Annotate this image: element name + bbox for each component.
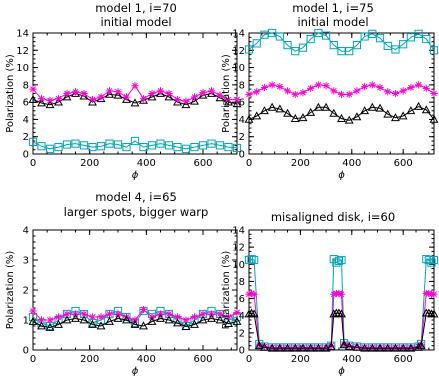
y-tick-label: 2	[238, 328, 245, 340]
data-point-star	[63, 90, 70, 97]
panel-title-line-2: initial model	[297, 15, 369, 29]
data-point-star	[174, 96, 181, 103]
y-axis-label: Polarization (%)	[221, 250, 232, 330]
plot-frame	[33, 230, 237, 350]
x-tick-label: 600	[193, 158, 213, 169]
panel-bottom-right	[221, 210, 438, 377]
data-point-star	[384, 88, 391, 95]
data-point-star	[338, 91, 345, 98]
data-point-star	[80, 90, 87, 97]
data-point-star	[284, 87, 291, 94]
x-tick-label: 200	[80, 354, 100, 365]
data-point-star	[253, 88, 260, 95]
y-tick-label: 12	[16, 45, 29, 57]
data-point-star	[430, 90, 437, 97]
data-point-star	[97, 93, 104, 100]
data-point-star	[361, 83, 368, 90]
data-point-star	[72, 88, 79, 95]
x-tick-label: 600	[393, 158, 413, 169]
x-tick-label: 400	[136, 354, 156, 365]
data-point-star	[315, 81, 322, 88]
x-tick-label: 200	[290, 354, 310, 365]
y-tick-label: 8	[22, 80, 29, 92]
y-tick-label: 14	[232, 28, 245, 40]
data-point-star	[199, 89, 206, 96]
panel-title-line-2: larger spots, bigger warp	[63, 205, 209, 219]
x-axis-label: ϕ	[131, 366, 139, 377]
data-point-star	[353, 87, 360, 94]
y-tick-label: 6	[238, 294, 245, 306]
y-tick-label: 4	[238, 114, 245, 126]
panel-title-line-1: model 1, i=75	[292, 1, 374, 15]
y-tick-label: 2	[22, 285, 29, 297]
y-tick-label: 10	[232, 259, 245, 271]
y-tick-label: 3	[22, 255, 29, 267]
y-axis-label: Polarization (%)	[5, 250, 16, 330]
data-point-star	[330, 87, 337, 94]
data-point-star	[269, 81, 276, 88]
x-axis-label: ϕ	[338, 170, 345, 181]
y-tick-label: 10	[16, 63, 29, 75]
data-point-star	[423, 85, 430, 92]
x-tick-label: 400	[342, 158, 362, 169]
series-line	[249, 33, 434, 51]
x-tick-label: 400	[136, 158, 156, 169]
x-axis-label: ϕ	[131, 170, 139, 181]
x-tick-label: 600	[193, 354, 213, 365]
data-point-star	[123, 93, 130, 100]
data-point-star	[400, 87, 407, 94]
panel-top-left	[5, 1, 241, 181]
data-point-star	[191, 313, 198, 320]
y-tick-label: 6	[22, 97, 29, 109]
data-point-star	[55, 313, 62, 320]
y-tick-label: 12	[232, 45, 245, 57]
y-axis-label: Polarization (%)	[5, 54, 16, 133]
series-line	[249, 313, 434, 348]
x-tick-label: 0	[29, 354, 37, 365]
data-point-star	[114, 88, 121, 95]
x-tick-label: 0	[29, 158, 37, 169]
data-point-star	[165, 90, 172, 97]
data-point-star	[38, 95, 45, 102]
data-point-star	[46, 97, 53, 104]
y-tick-label: 8	[238, 80, 245, 92]
x-tick-label: 400	[342, 354, 362, 365]
y-tick-label: 0	[238, 149, 245, 161]
y-tick-label: 0	[22, 149, 29, 161]
data-point-star	[106, 87, 113, 94]
x-tick-label: 0	[245, 158, 253, 169]
y-tick-label: 4	[22, 114, 29, 126]
data-point-star	[407, 84, 414, 91]
y-tick-label: 2	[22, 132, 29, 144]
panel-title-line-1: model 1, i=70	[95, 1, 177, 15]
data-point-star	[106, 310, 113, 317]
panel-bottom-left	[5, 190, 241, 377]
y-axis-label: Polarization (%)	[221, 54, 232, 133]
panel-title-line-1: model 4, i=65	[95, 190, 177, 204]
plot-frame	[249, 230, 434, 350]
x-tick-label: 200	[80, 158, 100, 169]
data-point-star	[157, 87, 164, 94]
data-point-star	[89, 96, 96, 103]
data-point-star	[415, 81, 422, 88]
data-point-star	[191, 93, 198, 100]
data-point-star	[208, 87, 215, 94]
data-point-star	[322, 82, 329, 89]
data-point-star	[369, 81, 376, 88]
data-point-star	[182, 98, 189, 105]
data-point-star	[245, 91, 252, 98]
y-tick-label: 10	[232, 63, 245, 75]
y-tick-label: 4	[238, 311, 245, 323]
y-tick-label: 4	[22, 225, 29, 237]
y-tick-label: 2	[238, 132, 245, 144]
data-point-star	[131, 82, 138, 89]
y-tick-label: 14	[232, 225, 245, 237]
data-point-star	[292, 91, 299, 98]
data-point-star	[97, 313, 104, 320]
data-point-star	[29, 86, 36, 93]
y-tick-label: 0	[238, 345, 245, 357]
y-tick-label: 14	[16, 28, 29, 40]
data-point-star	[376, 84, 383, 91]
x-tick-label: 0	[245, 354, 253, 365]
data-point-star	[261, 84, 268, 91]
data-point-star	[148, 90, 155, 97]
y-tick-label: 0	[22, 345, 29, 357]
data-point-star	[55, 95, 62, 102]
data-point-star	[392, 90, 399, 97]
data-point-star	[346, 91, 353, 98]
x-axis-label: ϕ	[338, 366, 345, 377]
panel-top-right	[221, 1, 438, 181]
x-tick-label: 600	[393, 354, 413, 365]
y-tick-label: 8	[238, 276, 245, 288]
data-point-star	[276, 83, 283, 90]
y-tick-label: 1	[22, 315, 29, 327]
y-tick-label: 12	[232, 242, 245, 254]
data-point-star	[299, 89, 306, 96]
panel-title-line-2: initial model	[100, 15, 172, 29]
panel-title-line-1: misaligned disk, i=60	[270, 210, 396, 224]
data-point-star	[140, 95, 147, 102]
data-point-star	[307, 85, 314, 92]
x-tick-label: 200	[290, 158, 310, 169]
y-tick-label: 6	[238, 97, 245, 109]
